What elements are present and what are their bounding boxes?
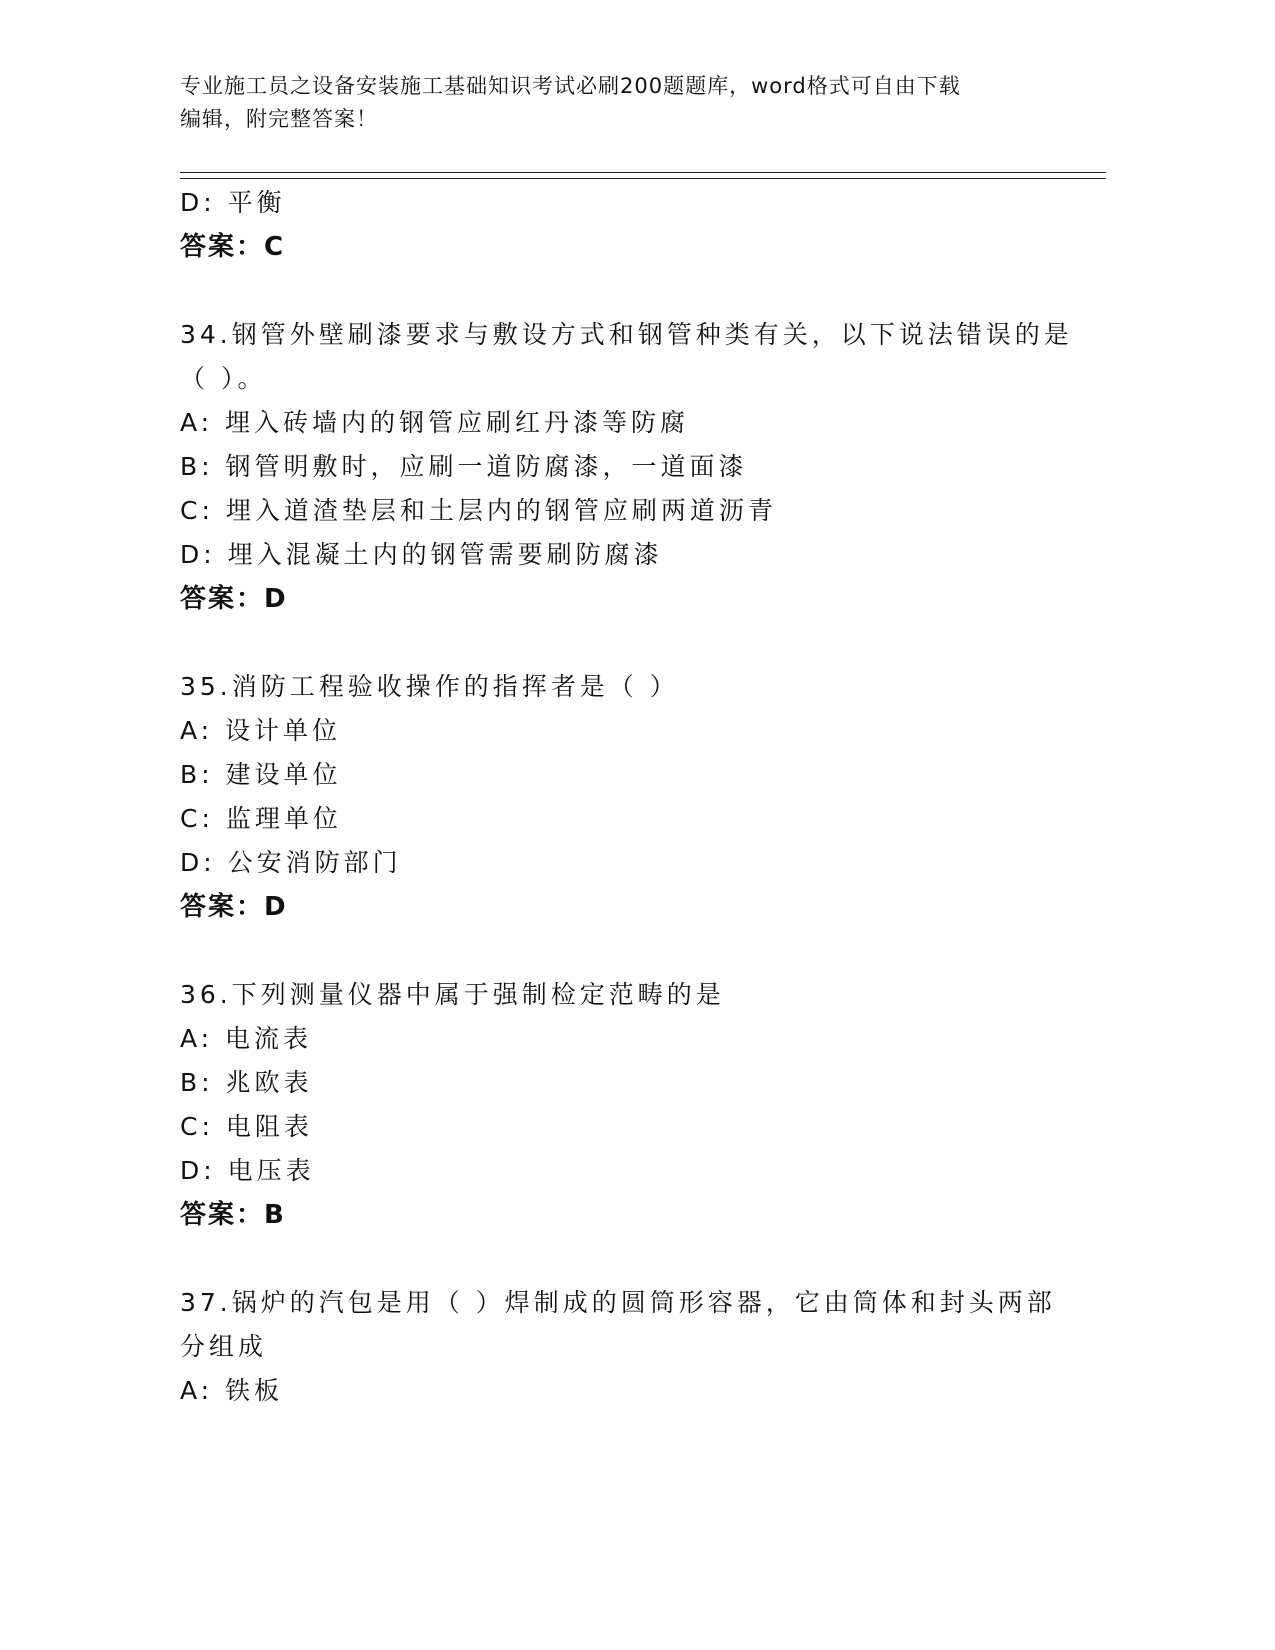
header-divider [180, 172, 1106, 179]
question-stem: 36.下列测量仪器中属于强制检定范畴的是 [180, 980, 725, 1009]
option-c: C: 埋入道渣垫层和土层内的钢管应刷两道沥青 [180, 496, 777, 525]
option-d: D: 电压表 [180, 1156, 315, 1185]
spacer [180, 929, 1060, 973]
question-35 [180, 665, 1060, 929]
option-b: B: 建设单位 [180, 760, 342, 789]
question-36 [180, 973, 1060, 1237]
option-a: A: 电流表 [180, 1024, 313, 1053]
document-body [180, 181, 1073, 1413]
option-d: D: 公安消防部门 [180, 848, 402, 877]
option-d: D: 平衡 [180, 188, 286, 217]
option-c: C: 监理单位 [180, 804, 342, 833]
option-a: A: 埋入砖墙内的钢管应刷红丹漆等防腐 [180, 408, 690, 437]
header-title-line-1: 专业施工员之设备安装施工基础知识考试必刷200题题库，word格式可自由下载 [180, 74, 961, 98]
answer-label: 答案：C [180, 232, 286, 262]
spacer [180, 621, 1060, 665]
question-stem-continued: 分组成 [180, 1332, 268, 1361]
option-a: A: 铁板 [180, 1376, 284, 1405]
question-stem: 37.锅炉的汽包是用（ ）焊制成的圆筒形容器，它由筒体和封头两部 [180, 1288, 1056, 1317]
question-33-tail [180, 181, 1060, 269]
answer-label: 答案：D [180, 892, 288, 922]
option-b: B: 兆欧表 [180, 1068, 313, 1097]
question-stem: 35.消防工程验收操作的指挥者是（ ） [180, 672, 679, 701]
header-title-line-2: 编辑，附完整答案！ [180, 107, 378, 131]
option-c: C: 电阻表 [180, 1112, 313, 1141]
spacer [180, 1237, 1060, 1281]
spacer [180, 269, 1060, 313]
page-header [180, 70, 1060, 136]
question-stem: 34.钢管外壁刷漆要求与敷设方式和钢管种类有关，以下说法错误的是 [180, 320, 1073, 349]
question-stem-continued: （ ）。 [180, 364, 267, 393]
option-b: B: 钢管明敷时，应刷一道防腐漆，一道面漆 [180, 452, 748, 481]
question-34 [180, 313, 1073, 621]
option-a: A: 设计单位 [180, 716, 342, 745]
question-37 [180, 1281, 1060, 1413]
answer-label: 答案：D [180, 584, 288, 614]
answer-label: 答案：B [180, 1200, 286, 1230]
option-d: D: 埋入混凝土内的钢管需要刷防腐漆 [180, 540, 663, 569]
